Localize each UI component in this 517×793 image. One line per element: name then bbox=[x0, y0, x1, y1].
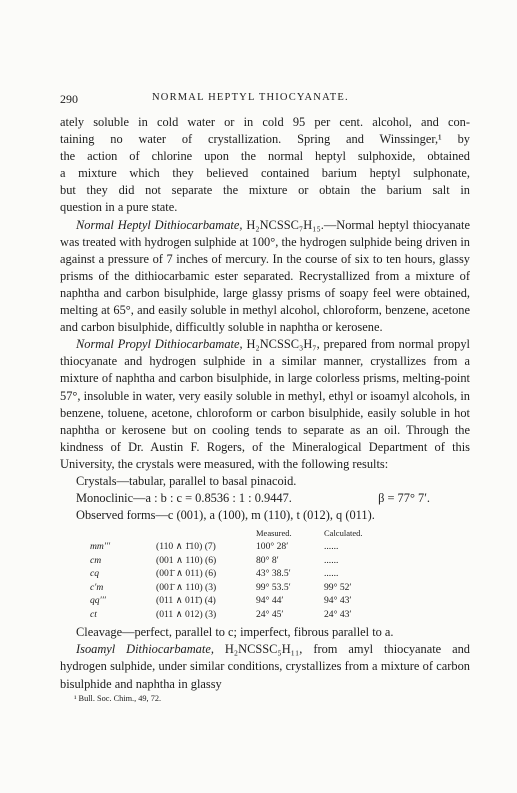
table-row bbox=[90, 595, 384, 609]
text-line: question in a pure state. bbox=[60, 200, 178, 215]
body-text-continued bbox=[60, 624, 470, 692]
crystal-data bbox=[60, 473, 470, 524]
angle-faces: (011 ∧ 012) (3) bbox=[156, 608, 217, 620]
beta-angle: β = 77° 7′. bbox=[378, 491, 430, 506]
compound-title: Normal Heptyl Dithiocarbamate, bbox=[76, 217, 243, 232]
crystal-system-row bbox=[76, 490, 470, 507]
angle-measured: 80° 8′ bbox=[256, 554, 279, 566]
angle-measured: 94° 44′ bbox=[256, 595, 284, 607]
paragraph-text: from amyl thiocyanate and hydrogen sulphide, under similar conditions, crystallizes from a mixture of carbon bisulphide and naphtha in glassy bbox=[60, 642, 470, 691]
text-line: but they did not separate the mixture or obtain the barium salt in bbox=[60, 183, 470, 198]
text-line: the action of chlorine upon the normal heptyl sulphoxide, obtained bbox=[60, 149, 470, 164]
paragraph-isoamyl bbox=[60, 641, 470, 692]
compound-formula: H₂NCSSC₃H₇, bbox=[246, 337, 320, 352]
angle-faces: (110 ∧ 1̄10) (7) bbox=[156, 541, 216, 553]
compound-formula: H₂NCSSC₇H₁₅. bbox=[246, 217, 324, 232]
table-row bbox=[90, 582, 384, 596]
angle-symbol: cq bbox=[90, 568, 100, 580]
angles-table bbox=[90, 528, 384, 622]
table-row bbox=[90, 541, 384, 555]
angle-calculated: ...... bbox=[324, 541, 339, 553]
paragraph-heptyl bbox=[60, 217, 470, 337]
col-measured: Measured. bbox=[256, 528, 292, 539]
angle-calculated: 99° 52′ bbox=[324, 581, 352, 593]
axial-ratio: Monoclinic—a : b : c = 0.8536 : 1 : 0.9447. bbox=[76, 491, 292, 506]
angle-calculated: ...... bbox=[324, 568, 339, 580]
text-line: taining no water of crystallization. Spring and Winssinger,¹ by bbox=[60, 132, 470, 147]
table-row bbox=[90, 609, 384, 623]
angle-measured: 99° 53.5′ bbox=[256, 581, 291, 593]
running-header bbox=[60, 92, 470, 114]
col-calculated: Calculated. bbox=[324, 528, 363, 539]
text-line: ately soluble in cold water or in cold 95 per cent. alcohol, and con- bbox=[60, 115, 470, 129]
angle-calculated: ...... bbox=[324, 554, 339, 566]
angle-faces: (011 ∧ 011̄) (4) bbox=[156, 595, 216, 607]
compound-title: Normal Propyl Dithiocarbamate, bbox=[76, 337, 243, 352]
angle-faces: (001̄ ∧ 110) (3) bbox=[156, 581, 217, 593]
observed-forms: Observed forms—c (001), a (100), m (110), t (012), q (011). bbox=[76, 508, 375, 523]
angle-calculated: 94° 43′ bbox=[324, 595, 352, 607]
angle-measured: 43° 38.5′ bbox=[256, 568, 291, 580]
paragraph-1 bbox=[60, 114, 470, 217]
page-body bbox=[60, 92, 470, 703]
footnote: ¹ Bull. Soc. Chim., 49, 72. bbox=[74, 693, 162, 703]
paragraph-text: prepared from normal propyl thiocyanate and hydrogen sulphide in a similar manner, crystallizes from a mixture of naphtha and carbon bisulphide, in large colorless prisms, melting-point 57°, insoluble in water, very easily soluble in methyl, ethyl or isoamyl alcohols, in benzene, toluene, acetone, chloroform or carbon bisulphide, easily soluble in hot naphtha or kerosene but on cooling tends to separate as an oil. Through the kindness of Dr. Austin F. Rogers, of the Mineralogical Department of this University, the crystals were measured, with the following results: bbox=[60, 337, 470, 471]
angle-symbol: ct bbox=[90, 608, 97, 620]
text-line: a mixture which they believed contained barium heptyl sulphonate, bbox=[60, 166, 470, 181]
angle-faces: (001̄ ∧ 011) (6) bbox=[156, 568, 217, 580]
table-row bbox=[90, 568, 384, 582]
angle-measured: 24° 45′ bbox=[256, 608, 284, 620]
crystal-habit: Crystals—tabular, parallel to basal pinacoid. bbox=[76, 473, 297, 488]
angle-measured: 100° 28′ bbox=[256, 541, 289, 553]
cleavage: Cleavage—perfect, parallel to c; imperfect, fibrous parallel to a. bbox=[76, 625, 394, 640]
angle-symbol: qq′′′ bbox=[90, 595, 106, 607]
paragraph-propyl bbox=[60, 336, 470, 473]
running-title: NORMAL HEPTYL THIOCYANATE. bbox=[152, 92, 349, 103]
compound-title: Isoamyl Dithiocarbamate, bbox=[76, 642, 214, 657]
page-number: 290 bbox=[60, 92, 78, 106]
table-row bbox=[90, 555, 384, 569]
paragraph-text: —Normal heptyl thiocyanate was treated with hydrogen sulphide at 100°, the hydrogen sulphide being driven in against a pressure of 7 inches of mercury. In the course of six to ten hours, glassy prisms of the dithiocarbamic ester separated. Recrystallized from a mixture of naphtha and carbon bisulphide, large glassy prisms of soapy feel were obtained, melting at 65°, and easily soluble in methyl alcohol, chloroform, benzene, acetone and carbon bisulphide, difficultly soluble in naphtha or kerosene. bbox=[60, 217, 470, 335]
angle-faces: (001 ∧ 110) (6) bbox=[156, 554, 217, 566]
angle-symbol: cm bbox=[90, 554, 102, 566]
compound-formula: H₂NCSSC₅H₁₁, bbox=[224, 642, 303, 657]
table-header-row bbox=[90, 528, 384, 541]
angle-symbol: mm′′′ bbox=[90, 541, 111, 553]
angle-calculated: 24° 43′ bbox=[324, 608, 352, 620]
body-text bbox=[60, 114, 470, 473]
angle-symbol: c′m bbox=[90, 581, 104, 593]
